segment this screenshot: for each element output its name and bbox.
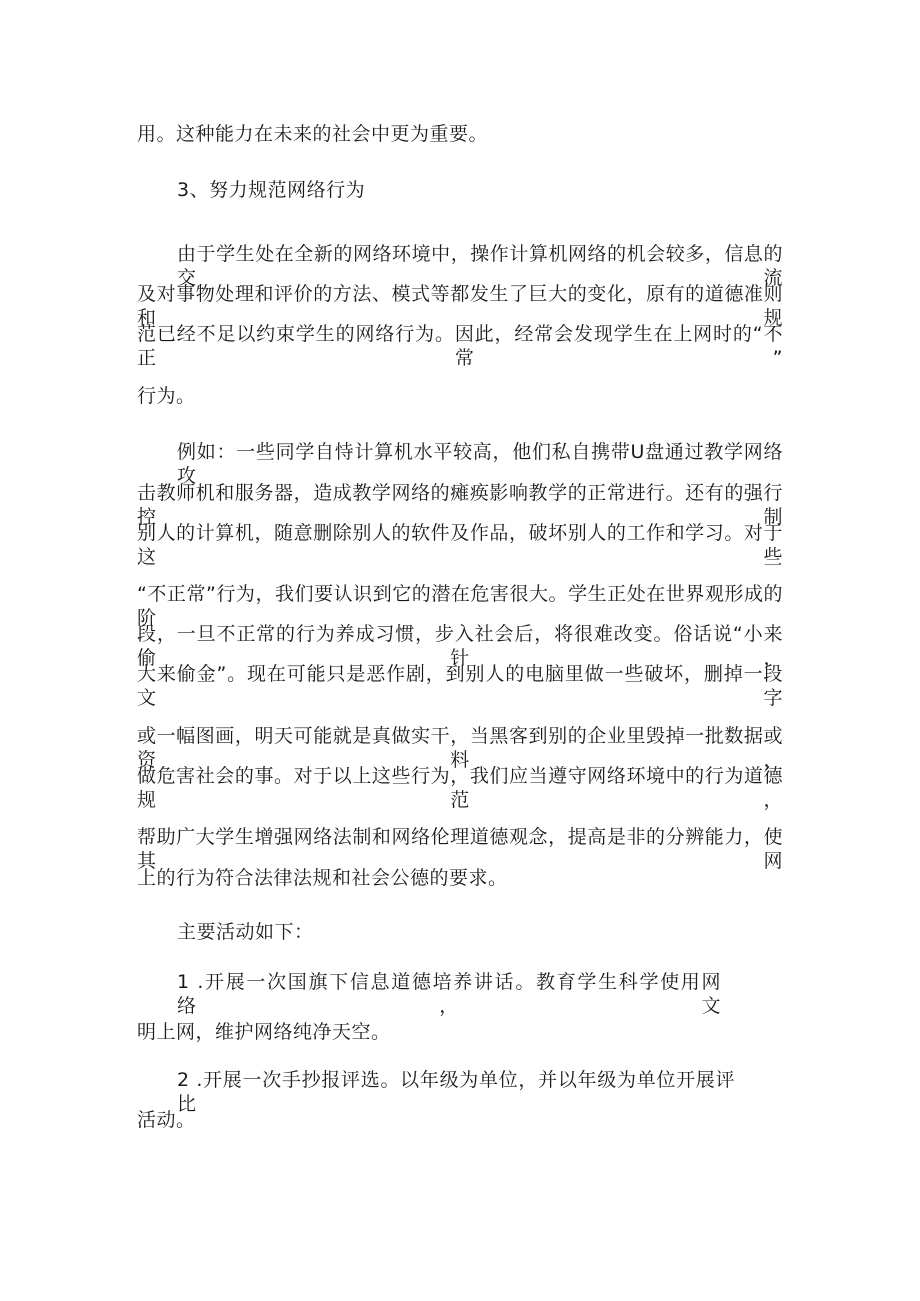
- para-examples-line-3: 别人的计算机，随意删除别人的软件及作品，破坏别人的工作和学习。对于这些: [137, 522, 783, 568]
- para-network-line-4: 行为。: [137, 385, 196, 407]
- para-examples-line-4: “不正常”行为，我们要认识到它的潜在危害很大。学生正处在世界观形成的阶: [137, 583, 783, 629]
- para-examples-line-1: 例如：一些同学自恃计算机水平较高，他们私自携带U盘通过教学网络攻: [177, 441, 783, 487]
- activity-2-line-1: 2 .开展一次手抄报评选。以年级为单位，并以年级为单位开展评比: [177, 1069, 735, 1115]
- para-examples-line-10: 上的行为符合法律法规和社会公德的要求。: [137, 867, 508, 889]
- para-examples-line-6: 大来偷金”。现在可能只是恶作剧，到别人的电脑里做一些破坏，删掉一段文字: [137, 663, 783, 709]
- para-continuation-line-1: 用。这种能力在未来的社会中更为重要。: [137, 123, 489, 145]
- section-heading: 3、努力规范网络行为: [177, 179, 366, 201]
- activity-1-line-1: 1 .开展一次国旗下信息道德培养讲话。教育学生科学使用网络，文: [177, 971, 721, 1017]
- activity-1-line-2: 明上网，维护网络纯净天空。: [137, 1021, 391, 1043]
- para-network-line-1: 由于学生处在全新的网络环境中，操作计算机网络的机会较多，信息的交流: [177, 243, 783, 289]
- activity-2-line-2: 活动。: [137, 1109, 196, 1131]
- para-examples-line-9: 帮助广大学生增强网络法制和网络伦理道德观念，提高是非的分辨能力，使其网: [137, 826, 783, 872]
- para-examples-line-5: 段，一旦不正常的行为养成习惯，步入社会后，将很难改变。俗话说“小来偷针，: [137, 623, 783, 669]
- para-examples-line-2: 击教师机和服务器，造成教学网络的瘫痪影响教学的正常进行。还有的强行控制: [137, 482, 783, 528]
- para-examples-line-7: 或一幅图画，明天可能就是真做实干，当黑客到别的企业里毁掉一批数据或资料，: [137, 725, 783, 771]
- para-examples-line-8: 做危害社会的事。对于以上这些行为，我们应当遵守网络环境中的行为道德规范，: [137, 765, 783, 811]
- para-network-line-2: 及对事物处理和评价的方法、模式等都发生了巨大的变化，原有的道德准则和规: [137, 283, 783, 329]
- para-network-line-3: 范已经不足以约束学生的网络行为。因此，经常会发现学生在上网时的“不正常”: [137, 323, 783, 369]
- activities-heading: 主要活动如下：: [177, 921, 314, 943]
